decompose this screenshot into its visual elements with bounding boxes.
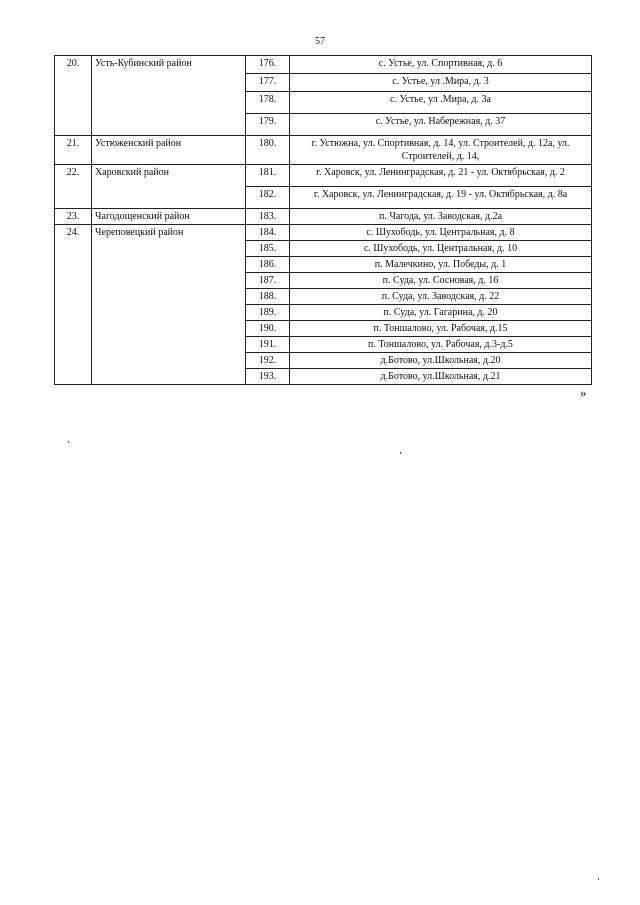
- district-name: Чагодощенский район: [92, 209, 246, 225]
- address-cell: с. Шухободь, ул. Центральная, д. 10: [290, 241, 592, 257]
- row-index: 179.: [246, 114, 290, 136]
- address-cell: п. Тоншалово, ул. Рабочая, д.15: [290, 321, 592, 337]
- table-row: [55, 209, 592, 225]
- address-cell: п. Чагода, ул. Заводская, д.2а: [290, 209, 592, 225]
- address-cell: с. Устье, ул .Мира, д. 3а: [290, 92, 592, 114]
- district-name: Харовский район: [92, 165, 246, 209]
- district-name: Устюженский район: [92, 136, 246, 165]
- address-cell: с. Шухободь, ул. Центральная, д. 8: [290, 225, 592, 241]
- page-number: 57: [315, 36, 325, 47]
- address-cell: с. Устье, ул .Мира, д. 3: [290, 74, 592, 92]
- district-number: 20.: [55, 56, 92, 136]
- table-row: [55, 225, 592, 241]
- row-index: 189.: [246, 305, 290, 321]
- scan-speck: [400, 452, 401, 454]
- address-cell: г. Харовск, ул. Ленинградская, д. 21 - ул. Октябрьская, д. 2: [290, 165, 592, 187]
- district-name: Усть-Кубинский район: [92, 56, 246, 136]
- table-row: [55, 165, 592, 187]
- scan-speck: [68, 441, 69, 443]
- row-index: 177.: [246, 74, 290, 92]
- address-cell: п. Тоншалово, ул. Рабочая, д.3-д.5: [290, 337, 592, 353]
- district-number: 24.: [55, 225, 92, 385]
- address-cell: п. Суда, ул. Гагарина, д. 20: [290, 305, 592, 321]
- address-cell: г. Харовск, ул. Ленинградская, д. 19 - ул. Октябрьская, д. 8а: [290, 187, 592, 209]
- table-row: [55, 56, 592, 74]
- row-index: 190.: [246, 321, 290, 337]
- table-row: [55, 136, 592, 165]
- row-index: 178.: [246, 92, 290, 114]
- row-index: 181.: [246, 165, 290, 187]
- address-cell: с. Устье, ул. Спортивная, д. 6: [290, 56, 592, 74]
- closing-quote-mark: »: [580, 385, 587, 400]
- district-number: 23.: [55, 209, 92, 225]
- address-cell: д.Ботово, ул.Школьная, д.20: [290, 353, 592, 369]
- address-cell: д.Ботово, ул.Школьная, д.21: [290, 369, 592, 385]
- address-cell: г. Устюжна, ул. Спортивная, д. 14, ул. Строителей, д. 12а, ул. Строителей, д. 14,: [290, 136, 592, 165]
- row-index: 187.: [246, 273, 290, 289]
- district-name: Череповецкий район: [92, 225, 246, 385]
- row-index: 183.: [246, 209, 290, 225]
- row-index: 180.: [246, 136, 290, 165]
- district-number: 21.: [55, 136, 92, 165]
- row-index: 185.: [246, 241, 290, 257]
- row-index: 182.: [246, 187, 290, 209]
- district-number: 22.: [55, 165, 92, 209]
- row-index: 193.: [246, 369, 290, 385]
- row-index: 188.: [246, 289, 290, 305]
- address-cell: с. Устье, ул. Набережная, д. 37: [290, 114, 592, 136]
- scan-speck: [598, 878, 599, 880]
- address-cell: п. Суда, ул. Заводская, д. 22: [290, 289, 592, 305]
- row-index: 191.: [246, 337, 290, 353]
- row-index: 186.: [246, 257, 290, 273]
- address-cell: п. Суда, ул. Сосновая, д. 16: [290, 273, 592, 289]
- address-cell: п. Малечкино, ул. Победы, д. 1: [290, 257, 592, 273]
- row-index: 192.: [246, 353, 290, 369]
- address-table: [54, 55, 592, 385]
- row-index: 184.: [246, 225, 290, 241]
- row-index: 176.: [246, 56, 290, 74]
